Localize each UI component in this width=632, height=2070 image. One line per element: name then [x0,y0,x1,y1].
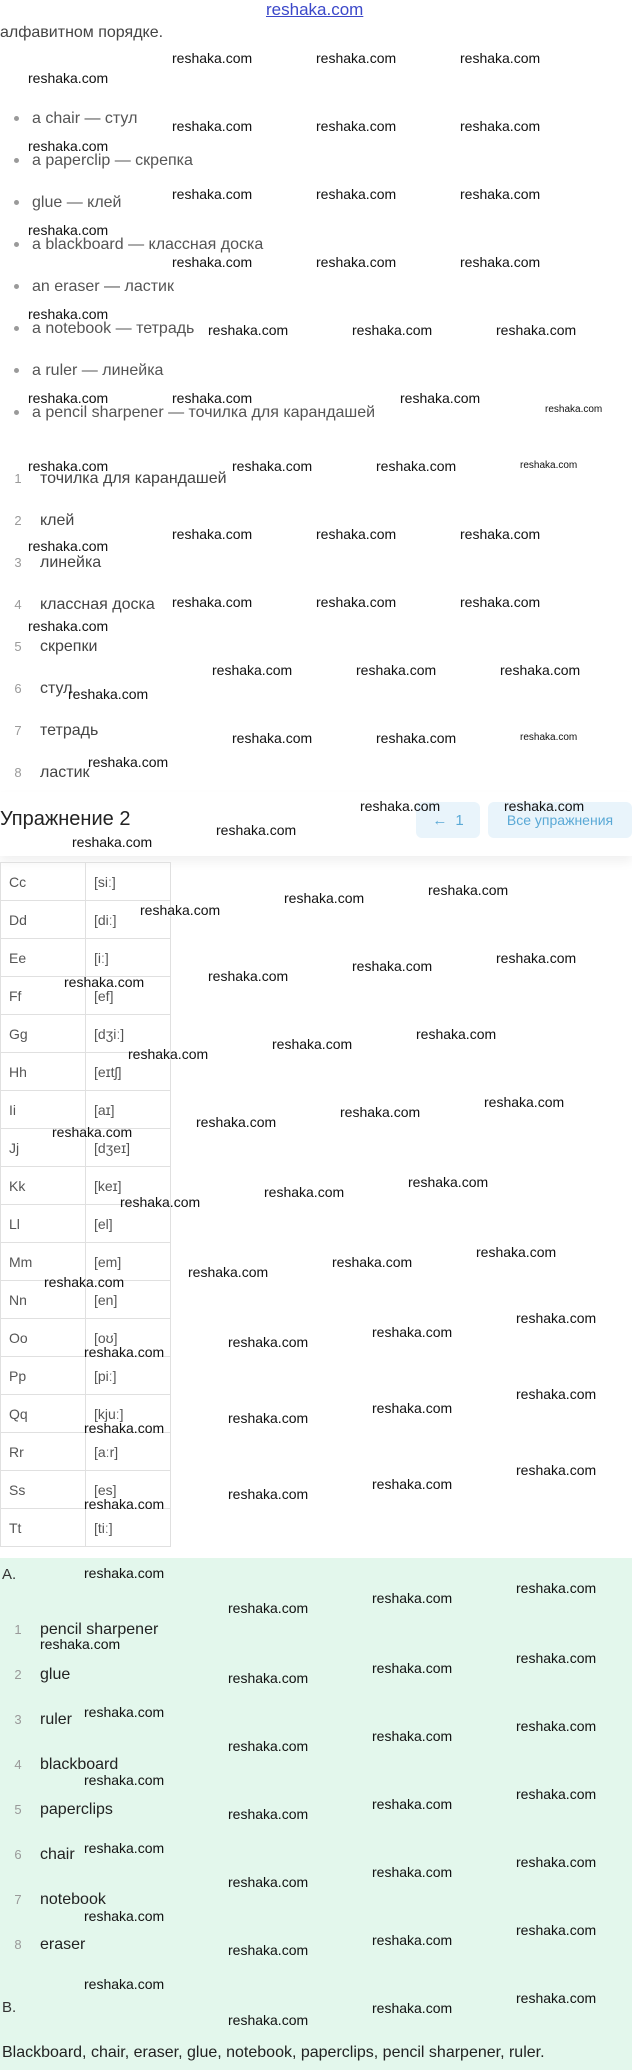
watermark: reshaka.com [228,1738,309,1754]
watermark: reshaka.com [84,1908,165,1924]
bullet-icon [14,242,19,247]
watermark: reshaka.com [496,950,577,966]
watermark: reshaka.com [28,306,109,322]
answer-label-b: B. [2,1999,17,2016]
watermark: reshaka.com [372,1796,453,1812]
watermark: reshaka.com [376,458,457,474]
answer-item: 6 chair [14,1846,75,1863]
letter-cell: Tt [1,1509,86,1547]
sound-cell: [oʊ] [86,1319,171,1357]
watermark: reshaka.com [316,594,397,610]
watermark: reshaka.com [408,1174,489,1190]
table-row [1,863,171,901]
letter-cell: Gg [1,1015,86,1053]
list-item: 2 клей [14,512,75,529]
watermark: reshaka.com [272,1036,353,1052]
watermark: reshaka.com [516,1718,597,1734]
sound-cell: [siː] [86,863,171,901]
bullet-icon [14,116,19,121]
watermark: reshaka.com [372,1476,453,1492]
watermark: reshaka.com [228,1942,309,1958]
watermark: reshaka.com [428,882,509,898]
watermark: reshaka.com [172,118,253,134]
letter-cell: Hh [1,1053,86,1091]
letter-cell: Ii [1,1091,86,1129]
watermark: reshaka.com [208,322,289,338]
watermark: reshaka.com [520,460,578,471]
watermark: reshaka.com [372,1324,453,1340]
watermark: reshaka.com [196,1114,277,1130]
sound-cell: [keɪ] [86,1167,171,1205]
watermark: reshaka.com [316,526,397,542]
letter-cell: Qq [1,1395,86,1433]
site-link[interactable]: reshaka.com [266,0,364,19]
bullet-icon [14,158,19,163]
list-item: an eraser — ластик [14,278,174,296]
watermark: reshaka.com [216,822,297,838]
watermark: reshaka.com [172,390,253,406]
watermark: reshaka.com [232,730,313,746]
letter-cell: Pp [1,1357,86,1395]
watermark: reshaka.com [504,798,585,814]
sound-cell: [aːr] [86,1433,171,1471]
list-item: a pencil sharpener — точилка для карандашей [14,404,375,422]
list-item: a blackboard — классная доска [14,236,263,254]
watermark: reshaka.com [140,902,221,918]
watermark: reshaka.com [360,798,441,814]
list-item: 7 тетрадь [14,722,99,739]
watermark: reshaka.com [460,118,541,134]
sound-cell: [iː] [86,939,171,977]
table-row [1,939,171,977]
answer-item: 1 pencil sharpener [14,1621,159,1638]
watermark: reshaka.com [228,1334,309,1350]
watermark: reshaka.com [52,1124,133,1140]
table-row [1,1357,171,1395]
watermark: reshaka.com [372,1864,453,1880]
watermark: reshaka.com [44,1274,125,1290]
list-item: a notebook — тетрадь [14,320,194,338]
prev-exercise-button[interactable]: ← 1 [416,802,480,838]
watermark: reshaka.com [372,1728,453,1744]
watermark: reshaka.com [460,594,541,610]
answer-item: 4 blackboard [14,1756,119,1773]
watermark: reshaka.com [72,834,153,850]
watermark: reshaka.com [372,2000,453,2016]
watermark: reshaka.com [208,968,289,984]
sound-cell: [es] [86,1471,171,1509]
watermark: reshaka.com [372,1400,453,1416]
sound-cell: [el] [86,1205,171,1243]
watermark: reshaka.com [484,1094,565,1110]
watermark: reshaka.com [84,1420,165,1436]
table-row [1,1433,171,1471]
list-item: 1 точилка для карандашей [14,470,227,487]
watermark: reshaka.com [376,730,457,746]
arrow-left-icon: ← [432,811,448,829]
table-row [1,1509,171,1547]
watermark: reshaka.com [516,1786,597,1802]
watermark: reshaka.com [416,1026,497,1042]
list-item: a chair — стул [14,110,137,128]
watermark: reshaka.com [516,1990,597,2006]
answer-label-a: A. [2,1566,17,1583]
letter-cell: Rr [1,1433,86,1471]
watermark: reshaka.com [84,1344,165,1360]
letter-cell: Mm [1,1243,86,1281]
watermark: reshaka.com [228,1670,309,1686]
sound-cell: [en] [86,1281,171,1319]
watermark: reshaka.com [460,186,541,202]
watermark: reshaka.com [516,1462,597,1478]
watermark: reshaka.com [460,50,541,66]
answer-item: 3 ruler [14,1711,73,1728]
watermark: reshaka.com [172,186,253,202]
watermark: reshaka.com [172,50,253,66]
watermark: reshaka.com [228,2012,309,2028]
letter-cell: Dd [1,901,86,939]
watermark: reshaka.com [352,322,433,338]
letter-cell: Ff [1,977,86,1015]
sound-cell: [diː] [86,901,171,939]
table-row [1,1205,171,1243]
watermark: reshaka.com [84,1704,165,1720]
watermark: reshaka.com [228,1600,309,1616]
letter-cell: Ss [1,1471,86,1509]
watermark: reshaka.com [128,1046,209,1062]
list-item: a ruler — линейка [14,362,163,380]
watermark: reshaka.com [28,458,109,474]
answer-item: 8 eraser [14,1936,86,1953]
bullet-icon [14,326,19,331]
watermark: reshaka.com [516,1580,597,1596]
answer-item: 5 paperclips [14,1801,113,1818]
watermark: reshaka.com [500,662,581,678]
list-item: a paperclip — скрепка [14,152,193,170]
watermark: reshaka.com [28,70,109,86]
watermark: reshaka.com [28,222,109,238]
watermark: reshaka.com [545,404,603,415]
watermark: reshaka.com [284,890,365,906]
watermark: reshaka.com [316,50,397,66]
watermark: reshaka.com [520,732,578,743]
answer-final-text: Blackboard, chair, eraser, glue, notebook, paperclips, pencil sharpener, ruler. [2,2044,545,2061]
list-item: 3 линейка [14,554,102,571]
bullet-icon [14,284,19,289]
watermark: reshaka.com [476,1244,557,1260]
watermark: reshaka.com [316,118,397,134]
letter-cell: Cc [1,863,86,901]
watermark: reshaka.com [188,1264,269,1280]
watermark: reshaka.com [88,754,169,770]
watermark: reshaka.com [372,1660,453,1676]
letter-cell: Nn [1,1281,86,1319]
watermark: reshaka.com [28,390,109,406]
bullet-icon [14,200,19,205]
watermark: reshaka.com [84,1840,165,1856]
watermark: reshaka.com [228,1410,309,1426]
watermark: reshaka.com [372,1590,453,1606]
watermark: reshaka.com [400,390,481,406]
watermark: reshaka.com [264,1184,345,1200]
watermark: reshaka.com [460,254,541,270]
list-item: 4 классная доска [14,596,155,613]
watermark: reshaka.com [120,1194,201,1210]
answer-item: 2 glue [14,1666,71,1683]
watermark: reshaka.com [172,254,253,270]
letter-cell: Oo [1,1319,86,1357]
sound-cell: [em] [86,1243,171,1281]
watermark: reshaka.com [228,1486,309,1502]
watermark: reshaka.com [212,662,293,678]
watermark: reshaka.com [232,458,313,474]
sound-cell: [dʒeɪ] [86,1129,171,1167]
sound-cell: [eɪtʃ] [86,1053,171,1091]
letter-cell: Jj [1,1129,86,1167]
all-exercises-button[interactable]: Все упражнения [488,802,632,838]
watermark: reshaka.com [316,186,397,202]
table-row [1,1091,171,1129]
sound-cell: [kjuː] [86,1395,171,1433]
watermark: reshaka.com [516,1650,597,1666]
watermark: reshaka.com [28,138,109,154]
bullet-icon [14,368,19,373]
watermark: reshaka.com [28,618,109,634]
watermark: reshaka.com [172,526,253,542]
exercise-title: Упражнение 2 [0,808,131,830]
watermark: reshaka.com [496,322,577,338]
watermark: reshaka.com [84,1772,165,1788]
watermark: reshaka.com [356,662,437,678]
watermark: reshaka.com [68,686,149,702]
watermark: reshaka.com [84,1565,165,1581]
sound-cell: [ef] [86,977,171,1015]
watermark: reshaka.com [28,538,109,554]
list-item: 6 стул [14,680,73,697]
bullet-icon [14,410,19,415]
watermark: reshaka.com [516,1922,597,1938]
watermark: reshaka.com [316,254,397,270]
list-item: glue — клей [14,194,122,212]
watermark: reshaka.com [332,1254,413,1270]
watermark: reshaka.com [516,1386,597,1402]
watermark: reshaka.com [172,594,253,610]
watermark: reshaka.com [340,1104,421,1120]
watermark: reshaka.com [84,1976,165,1992]
watermark: reshaka.com [516,1854,597,1870]
sound-cell: [dʒiː] [86,1015,171,1053]
watermark: reshaka.com [84,1496,165,1512]
watermark: reshaka.com [372,1932,453,1948]
intro-text: алфавитном порядке. [0,24,164,41]
sound-cell: [tiː] [86,1509,171,1547]
sound-cell: [aɪ] [86,1091,171,1129]
list-item: 8 ластик [14,764,90,781]
watermark: reshaka.com [516,1310,597,1326]
sound-cell: [piː] [86,1357,171,1395]
list-item: 5 скрепки [14,638,98,655]
watermark: reshaka.com [460,526,541,542]
watermark: reshaka.com [228,1806,309,1822]
watermark: reshaka.com [352,958,433,974]
answer-item: 7 notebook [14,1891,106,1908]
letter-cell: Ee [1,939,86,977]
watermark: reshaka.com [228,1874,309,1890]
watermark: reshaka.com [64,974,145,990]
letter-cell: Ll [1,1205,86,1243]
letter-cell: Kk [1,1167,86,1205]
watermark: reshaka.com [40,1636,121,1652]
